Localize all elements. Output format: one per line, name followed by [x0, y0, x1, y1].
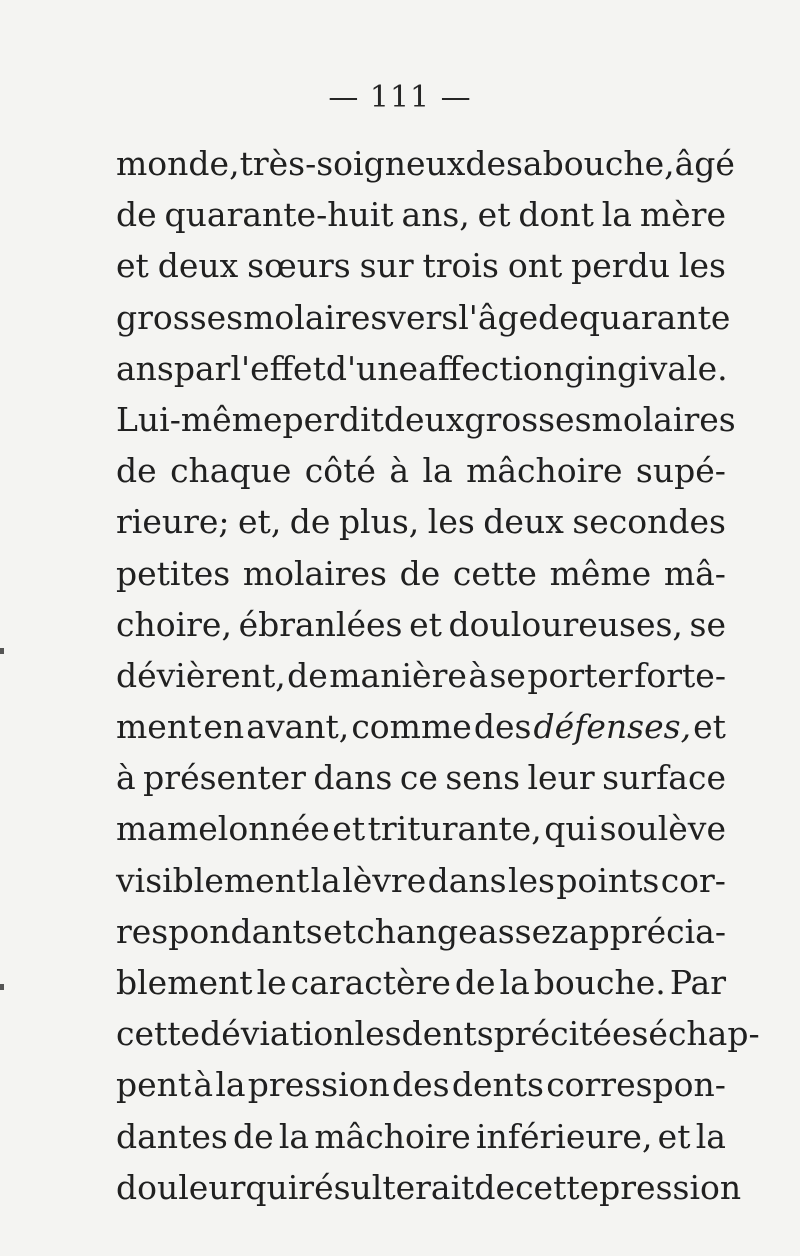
word: qui	[245, 1167, 299, 1207]
text-line	[116, 957, 726, 1008]
word: côté	[304, 451, 376, 491]
margin-mark	[0, 984, 4, 990]
word: trois	[422, 246, 499, 286]
word: et	[657, 1116, 691, 1156]
word: gingivale.	[564, 348, 728, 388]
word: et	[116, 246, 149, 286]
word: et,	[238, 502, 282, 542]
word: de	[116, 195, 157, 235]
word: de	[465, 144, 506, 183]
word: chaque	[170, 451, 292, 491]
word: molaires	[243, 297, 388, 337]
word: en	[203, 707, 245, 747]
word: respondants	[116, 911, 323, 951]
text-line	[116, 752, 726, 803]
word: dévièrent,	[116, 655, 286, 695]
word: points	[556, 860, 660, 900]
word: forte-	[634, 655, 726, 695]
margin-mark	[0, 648, 4, 654]
text-line	[116, 1111, 726, 1162]
word: précitées	[493, 1014, 649, 1054]
word: lèvre	[342, 860, 427, 900]
word: inférieure,	[475, 1116, 653, 1156]
word: même	[549, 553, 652, 593]
text-line	[116, 855, 726, 906]
word: et	[693, 707, 726, 747]
word: cor-	[660, 860, 726, 900]
word: d'une	[325, 348, 419, 388]
word: les	[678, 246, 726, 286]
word: petites	[116, 553, 231, 593]
word: à	[468, 655, 489, 695]
word: et	[332, 809, 366, 849]
word: la	[695, 1116, 726, 1156]
word: de	[289, 502, 331, 542]
text-line	[116, 650, 726, 701]
word: mâchoire	[466, 451, 623, 491]
word: monde,	[116, 144, 240, 183]
word: de	[454, 963, 496, 1002]
word: mâchoire	[314, 1116, 471, 1156]
word: bouche.	[533, 963, 666, 1002]
word: échap-	[648, 1014, 760, 1054]
word: et	[409, 604, 442, 644]
word: secondes	[572, 502, 726, 542]
word: sa	[506, 144, 543, 183]
word: douloureuses,	[448, 604, 683, 644]
text-line	[116, 1059, 726, 1110]
word: la	[278, 1116, 310, 1156]
word: perdu	[571, 246, 670, 286]
text-line	[116, 189, 726, 240]
word: se	[689, 604, 726, 644]
text-line	[116, 240, 726, 291]
text-line	[116, 906, 726, 957]
word: mâ-	[663, 553, 726, 593]
word: très-soigneux	[239, 144, 466, 183]
word: l'effet	[230, 348, 326, 388]
word: résulterait	[298, 1167, 475, 1207]
word: ment	[116, 707, 202, 747]
word: deux	[383, 399, 465, 439]
word: leur	[527, 758, 595, 798]
word: mère	[639, 195, 726, 235]
word: perdit	[282, 399, 384, 439]
word: la	[310, 860, 341, 900]
word: les	[427, 502, 475, 542]
word: comme	[351, 707, 472, 747]
word: vers	[387, 297, 459, 337]
word: de	[474, 1167, 516, 1207]
word: Lui-même	[116, 399, 283, 439]
word: pression	[247, 1065, 390, 1105]
word: cette	[515, 1167, 600, 1207]
text-line	[116, 803, 726, 854]
word: pression	[599, 1167, 742, 1207]
word: deux	[157, 246, 239, 286]
text-line	[116, 292, 731, 343]
word: dont	[518, 195, 594, 235]
text-line	[116, 599, 726, 650]
word: se	[489, 655, 526, 695]
word: assez	[478, 911, 569, 951]
word: dents	[451, 1065, 544, 1105]
text-line	[116, 1162, 742, 1213]
word: correspon-	[546, 1065, 726, 1105]
word: mamelonnée	[116, 809, 330, 849]
word: triturante,	[367, 809, 542, 849]
word: supé-	[635, 451, 726, 491]
word: sœurs	[247, 246, 351, 286]
text-line	[116, 701, 726, 752]
word: ébranlées	[238, 604, 403, 644]
word: pent	[116, 1065, 192, 1105]
word: grosses	[116, 297, 244, 337]
word: apprécia-	[568, 911, 726, 951]
word: la	[215, 1065, 246, 1105]
word: quarante	[578, 297, 731, 337]
word: rieure;	[116, 502, 230, 542]
word: la	[499, 963, 530, 1002]
text-line	[116, 445, 726, 496]
word: cette	[452, 553, 537, 593]
word: choire,	[116, 604, 232, 644]
page-number: — 111 —	[328, 80, 472, 115]
word: par	[173, 348, 231, 388]
word: de	[287, 655, 328, 695]
text-line	[116, 496, 726, 547]
word: porter	[527, 655, 633, 695]
word: à	[116, 758, 136, 798]
word: qui	[544, 809, 598, 849]
word: déviation	[200, 1014, 355, 1054]
body-text	[116, 138, 760, 1213]
word: les	[354, 1014, 402, 1054]
word: molaires	[591, 399, 736, 439]
text-line	[116, 138, 735, 189]
word: le	[256, 963, 287, 1002]
word: manière	[329, 655, 467, 695]
word: âgé	[674, 144, 735, 183]
word: plus,	[338, 502, 420, 542]
word: douleur	[116, 1167, 246, 1207]
word: avant,	[246, 707, 350, 747]
word: à	[389, 451, 410, 491]
word: dans	[313, 758, 393, 798]
word: présenter	[143, 758, 306, 798]
word: des	[392, 1065, 450, 1105]
word: ans	[116, 348, 174, 388]
word: molaires	[242, 553, 387, 593]
word: ans,	[401, 195, 470, 235]
word: l'âge	[458, 297, 539, 337]
word: dans	[427, 860, 507, 900]
word: cette	[116, 1014, 201, 1054]
word: affection	[418, 348, 565, 388]
word: la	[601, 195, 632, 235]
word: surface	[602, 758, 726, 798]
word: dantes	[116, 1116, 228, 1156]
word: des	[473, 707, 532, 747]
word: quarante-huit	[164, 195, 394, 235]
word: et	[477, 195, 511, 235]
word: sens	[445, 758, 521, 798]
word: ce	[399, 758, 438, 798]
word: la	[422, 451, 453, 491]
word: soulève	[599, 809, 726, 849]
word: blement	[116, 963, 253, 1002]
word: bouche,	[542, 144, 675, 183]
word: de	[116, 451, 157, 491]
word: de	[399, 553, 441, 593]
word: de	[233, 1116, 274, 1156]
text-line	[116, 394, 736, 445]
word: Par	[669, 963, 726, 1002]
word: défenses,	[533, 707, 692, 747]
word: dents	[401, 1014, 494, 1054]
word: à	[193, 1065, 214, 1105]
word: sur	[359, 246, 414, 286]
word: deux	[483, 502, 564, 542]
word: visiblement	[116, 860, 310, 900]
word: change	[356, 911, 478, 951]
word: grosses	[464, 399, 592, 439]
word: de	[538, 297, 579, 337]
text-line	[116, 343, 726, 394]
word: caractère	[290, 963, 451, 1002]
word: et	[323, 911, 356, 951]
word: ont	[507, 246, 563, 286]
text-line	[116, 548, 726, 599]
word: les	[507, 860, 555, 900]
text-line	[116, 1008, 760, 1059]
